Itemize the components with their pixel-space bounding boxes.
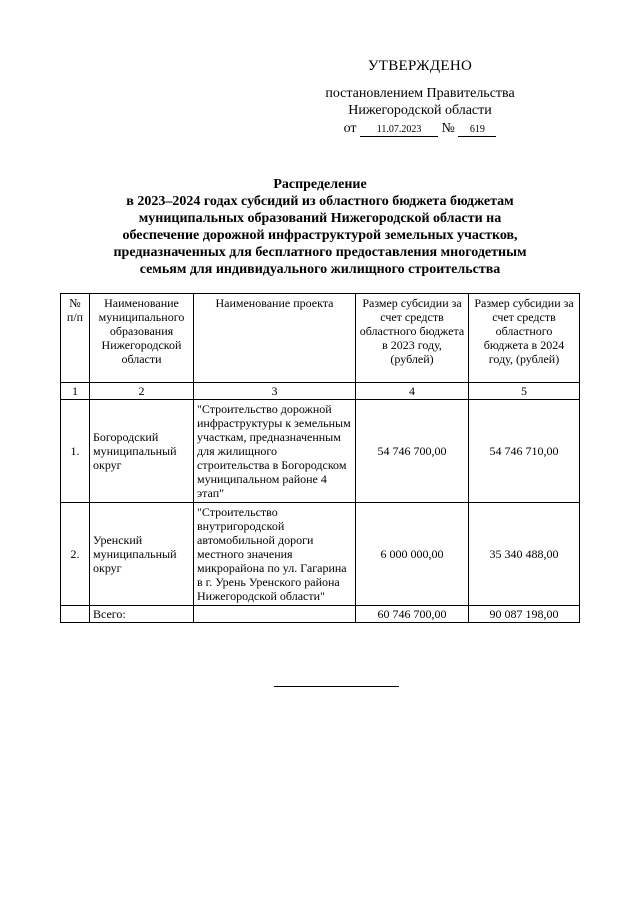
approval-date: 11.07.2023 bbox=[360, 124, 438, 137]
table-header-row bbox=[61, 294, 580, 383]
total-empty bbox=[61, 606, 90, 623]
total-row bbox=[61, 606, 580, 623]
table-row bbox=[61, 503, 580, 606]
heading-line-5: предназначенных для бесплатного предоставления многодетным bbox=[113, 245, 527, 260]
total-amount-2024: 90 087 198,00 bbox=[469, 606, 580, 623]
total-label: Всего: bbox=[90, 606, 194, 623]
header-project: Наименование проекта bbox=[194, 294, 356, 383]
heading-line-4: обеспечение дорожной инфраструктурой земельных участков, bbox=[122, 228, 518, 243]
number-prefix: № bbox=[441, 121, 455, 136]
approval-line-1: постановлением Правительства bbox=[325, 86, 515, 101]
heading-line-2: в 2023–2024 годах субсидий из областного бюджета бюджетам bbox=[126, 194, 514, 209]
total-project-empty bbox=[194, 606, 356, 623]
approval-line-2: Нижегородской области bbox=[348, 103, 492, 118]
approval-number: 619 bbox=[458, 124, 496, 137]
header-num: № п/п bbox=[61, 294, 90, 383]
closing-divider bbox=[274, 686, 399, 687]
row-2-amount-2023: 6 000 000,00 bbox=[356, 503, 469, 606]
col-number-4: 4 bbox=[356, 383, 469, 400]
column-number-row bbox=[61, 383, 580, 400]
subsidy-table bbox=[60, 293, 580, 623]
row-1-amount-2023: 54 746 700,00 bbox=[356, 400, 469, 503]
row-2-municipality: Уренский муниципальный округ bbox=[90, 503, 194, 606]
row-1-project: "Строительство дорожной инфраструктуры к земельным участкам, предназначенным для жилищного строительства в Богородском муниципальном районе 4 этап" bbox=[194, 400, 356, 503]
table-row bbox=[61, 400, 580, 503]
heading-line-6: семьям для индивидуального жилищного строительства bbox=[139, 262, 501, 277]
heading-line-1: Распределение bbox=[273, 177, 367, 192]
row-1-amount-2024: 54 746 710,00 bbox=[469, 400, 580, 503]
heading-line-3: муниципальных образований Нижегородской области на bbox=[138, 211, 502, 226]
document-heading bbox=[60, 176, 580, 278]
row-1-num: 1. bbox=[61, 400, 90, 503]
col-number-5: 5 bbox=[469, 383, 580, 400]
col-number-3: 3 bbox=[194, 383, 356, 400]
approval-date-line bbox=[300, 120, 540, 137]
date-prefix: от bbox=[343, 121, 357, 136]
row-2-amount-2024: 35 340 488,00 bbox=[469, 503, 580, 606]
row-2-project: "Строительство внутригородской автомобильной дороги местного значения микрорайона по ул. Гагарина в г. Урень Уренского района Нижегородской области" bbox=[194, 503, 356, 606]
approval-title: УТВЕРЖДЕНО bbox=[367, 58, 473, 74]
col-number-1: 1 bbox=[61, 383, 90, 400]
row-1-municipality: Богородский муниципальный округ bbox=[90, 400, 194, 503]
header-amount-2023: Размер субсидии за счет средств областного бюджета в 2023 году, (рублей) bbox=[356, 294, 469, 383]
row-2-num: 2. bbox=[61, 503, 90, 606]
header-municipality: Наименование муниципального образования Нижегородской области bbox=[90, 294, 194, 383]
col-number-2: 2 bbox=[90, 383, 194, 400]
approval-block bbox=[300, 58, 540, 137]
total-amount-2023: 60 746 700,00 bbox=[356, 606, 469, 623]
header-amount-2024: Размер субсидии за счет средств областного бюджета в 2024 году, (рублей) bbox=[469, 294, 580, 383]
